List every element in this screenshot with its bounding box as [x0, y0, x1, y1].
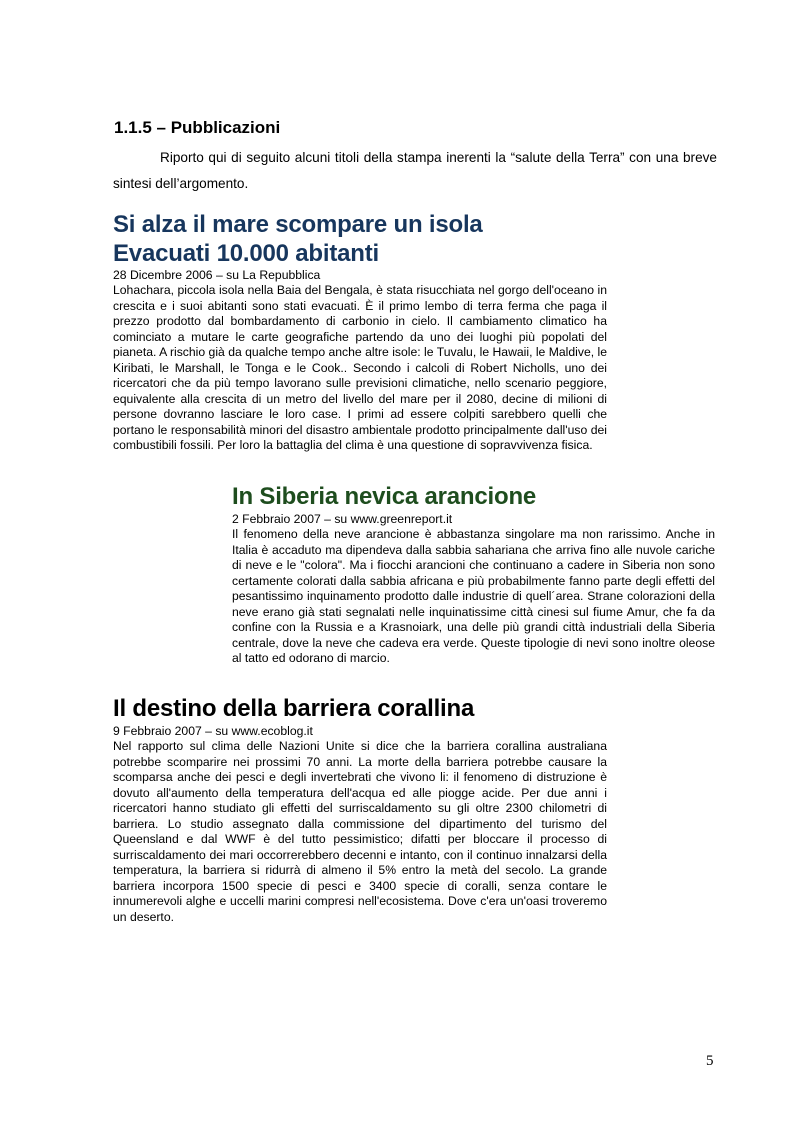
article-sea-level: [113, 210, 607, 454]
section-heading: 1.1.5 – Pubblicazioni: [114, 118, 281, 137]
article-title: In Siberia nevica arancione: [232, 483, 537, 510]
article-body: Lohachara, piccola isola nella Baia del Bengala, è stata risucchiata nel gorgo dell'oceano in crescita e i suoi abitanti sono stati evacuati. È il primo lembo di terra ferma che paga il prezzo prodotto dal bombardamento di carbonio in cielo. Il cambiamento climatico ha cominciato a mutare le carte geografiche partendo da uno dei luoghi più popolati del pianeta. A rischio già da qualche tempo anche altre isole: le Tuvalu, le Hawaii, le Maldive, le Kiribati, le Marshall, le Tonga e le Cook.. Secondo i calcoli di Robert Nicholls, uno dei ricercatori che da più tempo lavorano sulle previsioni climatiche, nello scenario peggiore, equivalente alla crescita di un metro del livello del mare per il 2080, decine di milioni di persone dovranno lasciare le loro case. I primi ad essere colpiti sarebbero quelli che portano le responsabilità minori del disastro ambientale prodotto principalmente dall'uso dei combustibili fossili. Per loro la battaglia del clima è una questione di sopravvivenza fisica.: [113, 283, 607, 452]
article-title: [113, 210, 607, 268]
article-title: Il destino della barriera corallina: [113, 695, 475, 722]
article-title-line1: Si alza il mare scompare un isola: [113, 211, 483, 238]
article-meta: 28 Dicembre 2006 – su La Repubblica: [113, 268, 321, 282]
article-body: Il fenomeno della neve arancione è abbastanza singolare ma non rarissimo. Anche in Italia è accaduto ma dipendeva dalla sabbia sahariana che arriva fino alle nuvole cariche di neve e le "colora". Ma i fiocchi arancioni che continuano a cadere in Siberia non sono certamente colorati dalla sabbia africana e più probabilmente fanno parte degli effetti del pesantissimo inquinamento prodotto dalle industrie di quell´area. Strane colorazioni della neve erano già stati segnalati nelle inquinatissime città cinesi sul fiume Amur, che fa da confine con la Russia e a Krasnoiark, una delle più grandi città industriali della Siberia centrale, dove la neve che cadeva era verde. Queste tipologie di nevi sono inoltre oleose al tatto ed odorano di marcio.: [232, 527, 715, 665]
article-title-line2: Evacuati 10.000 abitanti: [113, 240, 379, 267]
article-body: Nel rapporto sul clima delle Nazioni Unite si dice che la barriera corallina australiana potrebbe scomparire nei prossimi 70 anni. La morte della barriera potrebbe causare la scomparsa anche dei pesci e degli invertebrati che vivono li: il fenomeno di distruzione è dovuto all'aumento della temperatura dell'acqua ed alle piogge acide. Per due anni i ricercatori hanno studiato gli effetti del surriscaldamento su gli oltre 2300 chilometri di barriera. Lo studio assegnato dalla commissione del dipartimento del turismo del Queensland e dal WWF è del tutto pessimistico; difatti per bloccare il processo di surriscaldamento dei mari occorrerebbero decenni e intanto, con il continuo innalzarsi della temperatura, la barriera si ridurrà di almeno il 5% entro la metà del secolo. La grande barriera incorpora 1500 specie di pesci e 3400 specie di coralli, senza contare le innumerevoli alghe e uccelli marini compresi nell'ecosistema. Dove c'era un'oasi troveremo un deserto.: [113, 739, 607, 924]
intro-paragraph: Riporto qui di seguito alcuni titoli della stampa inerenti la “salute della Terra” con una breve sintesi dell’argomento.: [113, 150, 717, 191]
article-meta: 2 Febbraio 2007 – su www.greenreport.it: [232, 512, 453, 526]
article-meta: 9 Febbraio 2007 – su www.ecoblog.it: [113, 724, 313, 738]
article-coral-reef: [113, 693, 607, 925]
page-number: 5: [706, 1053, 714, 1069]
article-siberia-snow: [232, 481, 715, 667]
